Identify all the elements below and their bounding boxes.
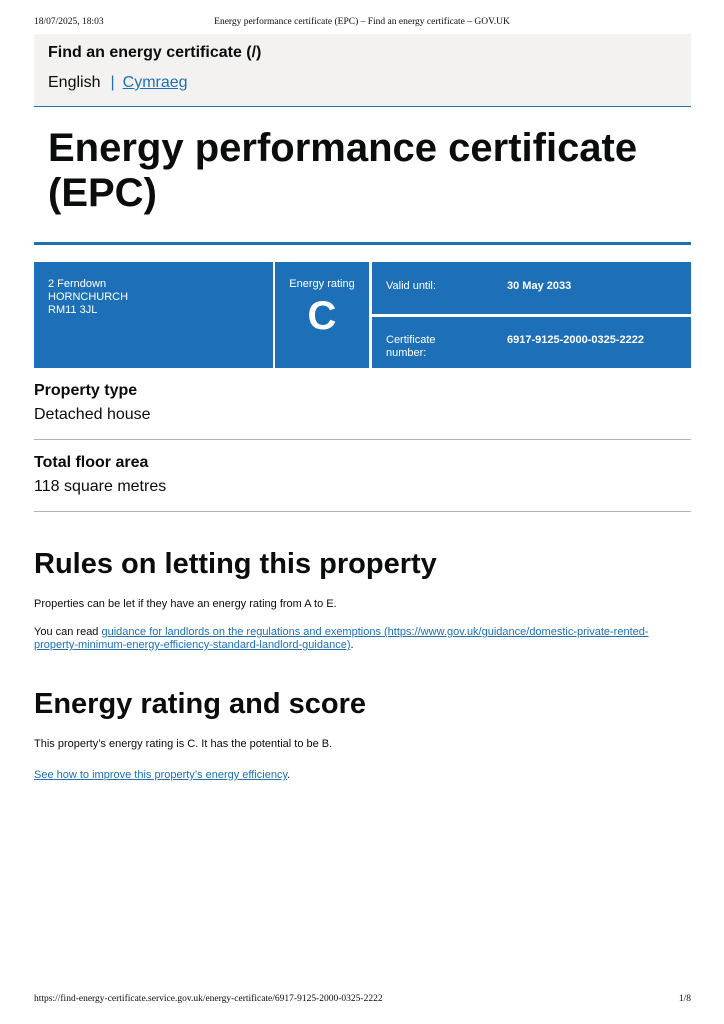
property-type-row (34, 382, 691, 424)
improve-efficiency-paragraph (34, 769, 674, 782)
address-line: RM11 3JL (48, 304, 98, 316)
valid-until-value: 30 May 2033 (507, 280, 572, 292)
epc-summary (34, 262, 691, 368)
summary-divider (34, 511, 691, 512)
print-footer (0, 994, 724, 1008)
improve-link-suffix: . (287, 769, 291, 781)
floor-area-value: 118 square metres (34, 478, 167, 495)
summary-divider (34, 439, 691, 440)
address-line: HORNCHURCH (48, 291, 129, 303)
energy-rating-label: Energy rating (289, 278, 355, 290)
energy-rating-letter: C (307, 294, 337, 338)
print-datetime: 18/07/2025, 18:03 (34, 17, 104, 27)
property-type-value: Detached house (34, 406, 151, 423)
energy-rating-panel (275, 262, 369, 368)
certificate-number-label: Certificate number: (386, 334, 436, 359)
certificate-number-panel (372, 317, 691, 368)
floor-area-row (34, 454, 691, 496)
address-line: 2 Ferndown (48, 278, 107, 290)
print-doc-title: Energy performance certificate (EPC) – Find an energy certificate – GOV.UK (214, 17, 510, 27)
guidance-suffix: . (350, 639, 354, 651)
address-panel (34, 262, 273, 368)
print-url: https://find-energy-certificate.service.gov.uk/energy-certificate/6917-9125-2000-0325-2222 (34, 994, 383, 1004)
language-separator: | (110, 74, 115, 91)
print-page-number: 1/8 (678, 994, 691, 1004)
page-title: Energy performance certificate (EPC) (48, 126, 638, 215)
service-header (34, 34, 691, 107)
landlord-guidance-link[interactable]: guidance for landlords on the regulations and exemptions (https://www.gov.uk/guidance/domestic-private-rented-property-minimum-energy-efficiency-standard-landlord-guidance) (34, 626, 649, 651)
service-name-link[interactable]: Find an energy certificate (/) (48, 44, 262, 61)
language-link-cymraeg[interactable]: Cymraeg (122, 74, 188, 91)
property-type-label: Property type (34, 382, 138, 399)
improve-efficiency-link[interactable]: See how to improve this property’s energy efficiency (34, 769, 288, 781)
letting-guidance-paragraph (34, 626, 674, 652)
letting-paragraph: Properties can be let if they have an energy rating from A to E. (34, 598, 337, 610)
valid-until-label: Valid until: (386, 280, 436, 292)
title-divider (34, 242, 691, 245)
energy-rating-paragraph: This property’s energy rating is C. It has the potential to be B. (34, 738, 333, 750)
guidance-prefix: You can read (34, 626, 102, 638)
letting-heading: Rules on letting this property (34, 548, 437, 580)
floor-area-label: Total floor area (34, 454, 149, 471)
language-switcher (48, 74, 188, 92)
language-current: English (48, 74, 101, 91)
print-header (0, 17, 724, 31)
valid-until-panel (372, 262, 691, 314)
certificate-number-value: 6917-9125-2000-0325-2222 (507, 334, 645, 346)
energy-rating-heading: Energy rating and score (34, 688, 366, 720)
